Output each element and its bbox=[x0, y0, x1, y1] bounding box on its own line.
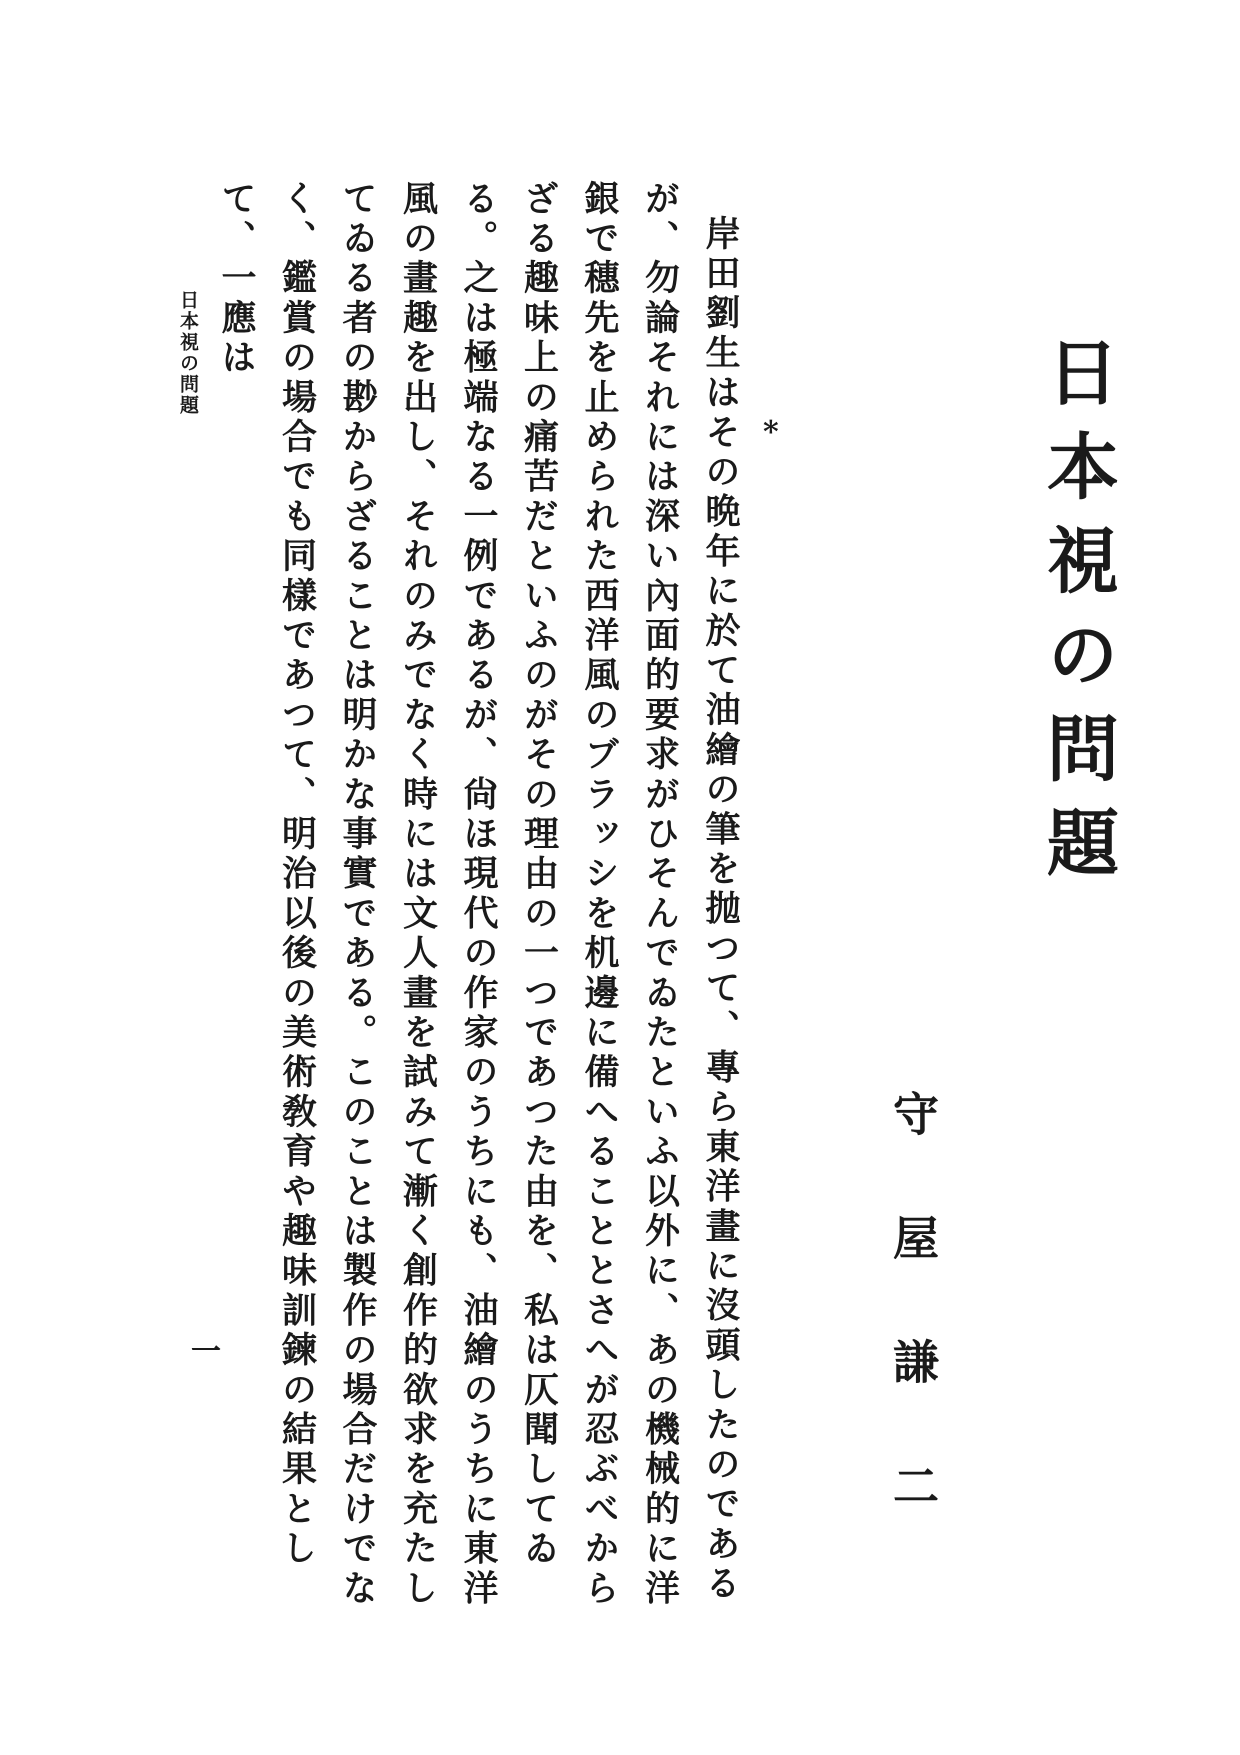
article-title: 日本視の問題 bbox=[1035, 335, 1120, 899]
body-paragraph: 岸田劉生はその晩年に於て油繪の筆を抛つて、專ら東洋畫に沒頭したのであるが、勿論それには深い內面的要求がひそんでゐたといふ以外に、あの機械的に洋銀で穗先を止められた西洋風のブラッシを机邊に備へることとさへが忍ぶべからざる趣味上の痛苦だといふのがその理由の一つであつた由を、私は仄聞してゐる。之は極端なる一例であるが、尙ほ現代の作家のうちにも、油繪のうちに東洋風の畫趣を出し、それのみでなく時には文人畫を試みて漸く創作的欲求を充たしてゐる者の尠からざることは明かな事實である。このことは製作の場合だけでなく、鑑賞の場合でも同樣であつて、明治以後の美術敎育や趣味訓鍊の結果として、一應は bbox=[216, 180, 741, 1610]
author-name: 守屋謙二 bbox=[886, 1090, 940, 1586]
page-number: 一 bbox=[185, 1335, 220, 1365]
footnote-marker: * bbox=[763, 415, 779, 450]
body-text bbox=[216, 180, 750, 1610]
running-title: 日本視の問題 bbox=[177, 290, 199, 416]
